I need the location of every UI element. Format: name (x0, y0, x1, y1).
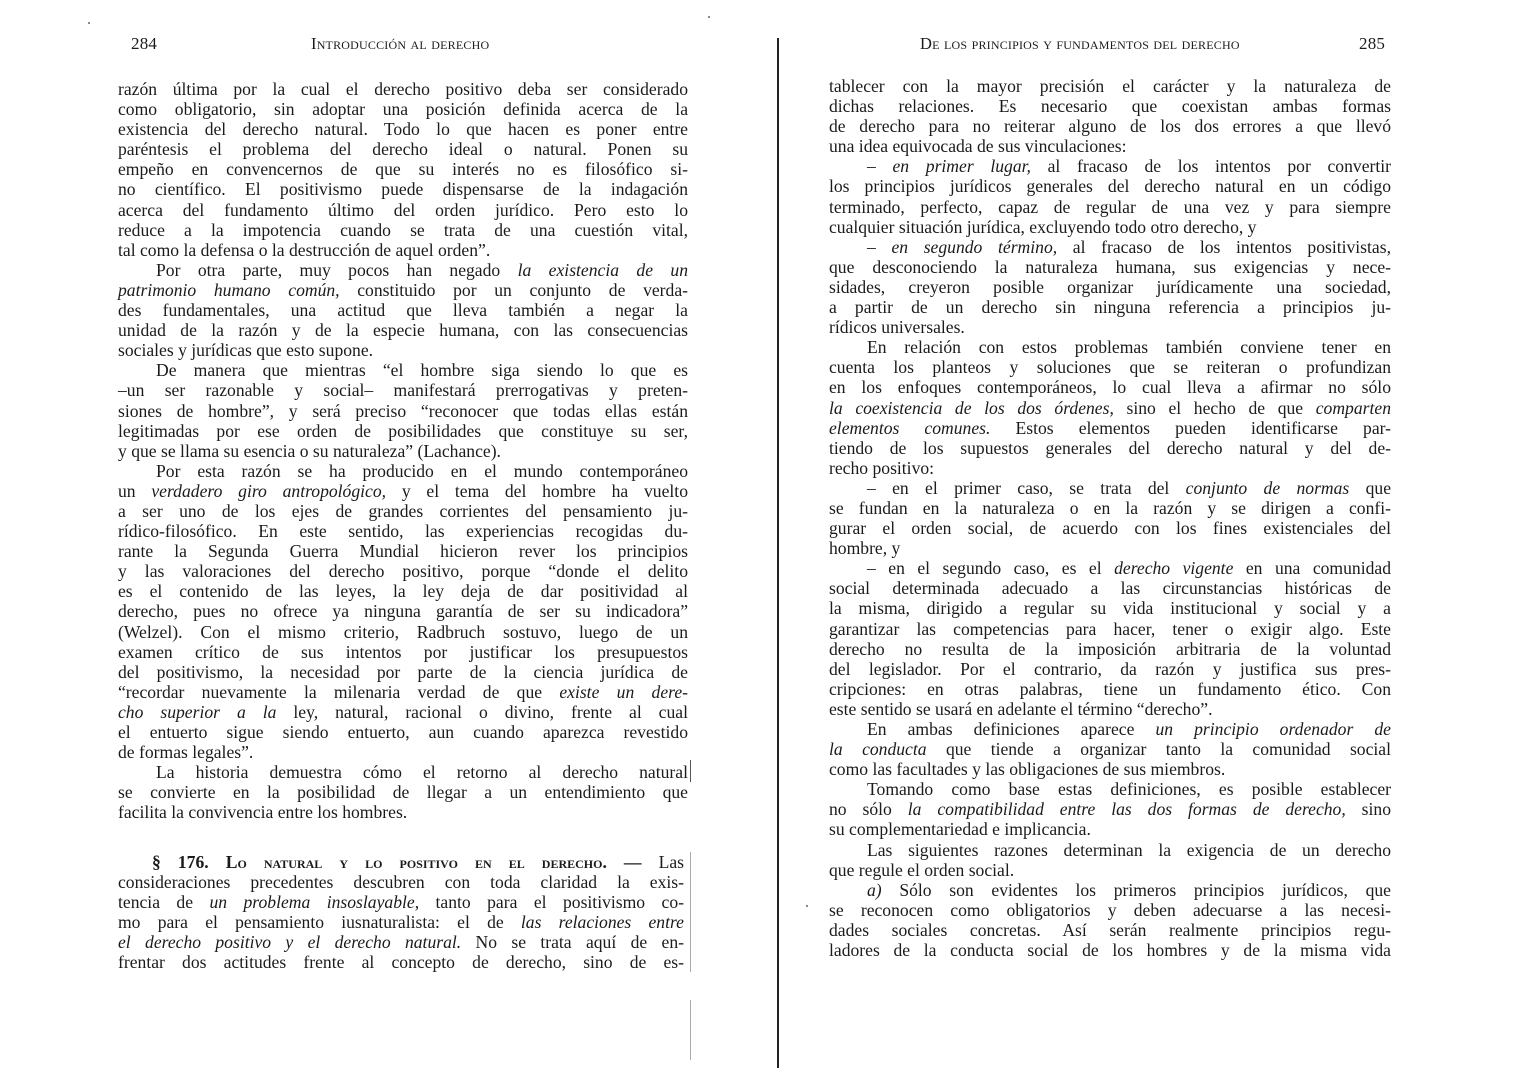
text-line: del legislador. Por el contrario, da razón y justifica sus pres- (829, 658, 1391, 679)
text-line: Por otra parte, muy pocos han negado la existencia de un (156, 259, 688, 280)
text-line: cuenta los planteos y soluciones que se reiteran o profundizan (829, 357, 1391, 378)
text-line: a ser uno de los ejes de grandes corrientes del pensamiento ju- (118, 500, 688, 521)
text-line: facilita la convivencia entre los hombres. (118, 802, 408, 823)
text-line: el derecho positivo y el derecho natural. No se trata aquí de en- (118, 932, 684, 953)
text-line: acerca del fundamento último del orden jurídico. Pero esto lo (118, 199, 688, 220)
text-line: como obligatorio, sin adoptar una posición definida acerca de la (118, 99, 688, 120)
text-line: Las siguientes razones determinan la exigencia de un derecho (867, 839, 1391, 860)
text-line: la conducta que tiende a organizar tanto la comunidad social (829, 739, 1391, 760)
text-line: cripciones: en otras palabras, tiene un fundamento ético. Con (829, 678, 1391, 699)
text-line: que desconociendo la naturaleza humana, sus exigencias y nece- (829, 256, 1391, 277)
text-line: des fundamentales, una actitud que lleva también a negar la (118, 300, 688, 321)
text-line: este sentido se usará en adelante el término “derecho”. (829, 698, 1213, 719)
text-line: consideraciones precedentes descubren con toda claridad la exis- (118, 872, 684, 893)
text-line: razón última por la cual el derecho positivo deba ser considerado (118, 79, 688, 99)
text-line: garantizar las competencias para hacer, tener o exigir algo. Este (829, 618, 1391, 639)
text-line: no científico. El positivismo puede dispensarse de la indagación (118, 179, 688, 200)
text-line: – en el primer caso, se trata del conjunto de normas que (867, 477, 1392, 498)
text-line: dades sociales concretas. Así serán realmente principios regu- (829, 919, 1391, 940)
text-line: – en segundo término, al fracaso de los intentos positivistas, (867, 236, 1391, 257)
text-line: su complementariedad e implicancia. (829, 819, 1091, 840)
scan-mark (690, 760, 691, 782)
text-line: La historia demuestra cómo el retorno al derecho natural (156, 762, 688, 783)
text-line: En ambas definiciones aparece un principio ordenador de (867, 719, 1391, 739)
text-line: la coexistencia de los dos órdenes, sino el hecho de que comparten (829, 397, 1391, 418)
text-line: el entuerto sigue siendo entuerto, aun cuando aparezca revestido (118, 722, 688, 742)
text-line: frentar dos actitudes frente al concepto de derecho, sino de es- (118, 952, 684, 973)
text-line: una idea equivocada de sus vinculaciones: (829, 136, 1127, 157)
text-line: elementos comunes. Estos elementos pueden identificarse par- (829, 417, 1392, 438)
text-line: hombre, y (829, 538, 901, 559)
text-line: recho positivo: (829, 457, 935, 478)
text-line: sidades, creyeron posible organizar jurídicamente una sociedad, (829, 276, 1391, 297)
text-line: cualquier situación jurídica, excluyendo todo otro derecho, y (829, 216, 1257, 237)
text-line: reduce a la impotencia cuando se trata de una cuestión vital, (118, 219, 688, 240)
text-line: del positivismo, la necesidad por parte de la ciencia jurídica de (118, 661, 688, 682)
text-line: tal como la defensa o la destrucción de aquel orden”. (118, 239, 491, 260)
text-line: rante la Segunda Guerra Mundial hicieron rever los principios (118, 541, 688, 562)
text-line: (Welzel). Con el mismo criterio, Radbruch sostuvo, luego de un (118, 621, 688, 642)
text-line: un verdadero giro antropológico, y el tema del hombre ha vuelto (118, 480, 688, 501)
text-line: y las valoraciones del derecho positivo, porque “donde el delito (118, 561, 688, 582)
text-line: cho superior a la ley, natural, racional o divino, frente al cual (118, 701, 688, 722)
text-line: rídico-filosófico. En este sentido, las experiencias recogidas du- (118, 521, 688, 542)
text-line: es el contenido de las leyes, la ley deja de dar positividad al (118, 581, 688, 602)
text-line: de derecho para no reiterar alguno de los dos errores a que llevó (829, 116, 1391, 137)
text-line: –un ser razonable y social– manifestará prerrogativas y preten- (118, 380, 688, 401)
scan-mark (690, 852, 691, 972)
text-line: En relación con estos problemas también conviene tener en (867, 337, 1391, 358)
text-line: “recordar nuevamente la milenaria verdad de que existe un dere- (118, 681, 688, 702)
text-line: patrimonio humano común, constituido por un conjunto de verda- (118, 279, 688, 300)
text-line: mo para el pensamiento iusnaturalista: el de las relaciones entre (118, 912, 684, 933)
page-number: 284 (131, 34, 158, 53)
text-line: a partir de un derecho sin ninguna referencia a principios ju- (829, 297, 1391, 318)
text-line: siones de hombre”, y será preciso “reconocer que todas ellas están (118, 400, 688, 421)
section-title: Lo natural y lo positivo en el derecho. — (225, 852, 642, 872)
text-line: De manera que mientras “el hombre siga siendo lo que es (156, 360, 688, 381)
text-line: los principios jurídicos generales del derecho natural en un código (829, 176, 1391, 197)
text-line: se reconocen como obligatorios y deben adecuarse a las necesi- (829, 899, 1391, 920)
text-line: no sólo la compatibilidad entre las dos formas de derecho, sino (829, 799, 1391, 820)
text-line: terminado, perfecto, capaz de regular de una vez y para siempre (829, 196, 1391, 217)
running-head: De los principios y fundamentos del derecho (920, 34, 1240, 53)
text-line: como las facultades y las obligaciones de sus miembros. (829, 759, 1226, 780)
text-line: que regule el orden social. (829, 859, 1015, 880)
text-line: empeño en convencernos de que su interés no es filosófico si- (118, 159, 688, 180)
text-line: tiendo de los supuestos generales del derecho natural y del de- (829, 437, 1391, 458)
text-line: tencia de un problema insoslayable, tanto para el positivismo co- (118, 892, 684, 913)
text-line: gurar el orden social, de acuerdo con los fines existenciales del (829, 518, 1391, 539)
right-page (780, 0, 1526, 1080)
text-line: y que se llama su esencia o su naturaleza” (Lachance). (118, 440, 501, 461)
text-line: social determinada adecuado a las circunstancias históricas de (829, 578, 1391, 599)
scan-speck (88, 22, 90, 24)
section-heading-line: § 176. Lo natural y lo positivo en el derecho. — Las (152, 852, 684, 872)
scan-mark (690, 1000, 691, 1060)
text-line: existencia del derecho natural. Todo lo que hacen es poner entre (118, 119, 688, 140)
text-line: a) Sólo son evidentes los primeros principios jurídicos, que (867, 879, 1391, 900)
body-text (829, 76, 1391, 960)
left-page (0, 0, 760, 1080)
text-line: de formas legales”. (118, 742, 254, 763)
text-line: Por esta razón se ha producido en el mundo contemporáneo (156, 460, 688, 481)
running-head: Introducción al derecho (311, 34, 490, 53)
text-line: paréntesis el problema del derecho ideal o natural. Ponen su (118, 139, 688, 160)
text-line: – en el segundo caso, es el derecho vigente en una comunidad (867, 558, 1392, 579)
text-line: dichas relaciones. Es necesario que coexistan ambas formas (829, 96, 1391, 117)
text-line: la misma, dirigido a regular su vida institucional y social y a (829, 598, 1391, 619)
text-line: examen crítico de sus intentos por justificar los presupuestos (118, 641, 688, 662)
book-gutter (777, 38, 779, 1068)
text-line: derecho no resulta de la imposición arbitraria de la voluntad (829, 638, 1391, 659)
text-line: unidad de la razón y de la especie humana, con las consecuencias (118, 320, 688, 341)
text-line: derecho, pues no ofrece ya ninguna garantía de ser su indicadora” (118, 601, 688, 622)
scan-speck (708, 16, 710, 18)
section-number: § 176. (152, 852, 209, 872)
text-line: rídicos universales. (829, 317, 965, 338)
text-line: se convierte en la posibilidad de llegar a un entendimiento que (118, 782, 688, 803)
text-line: se fundan en la naturaleza o en la razón y se dirigen a confi- (829, 497, 1391, 518)
page-number: 285 (1359, 34, 1386, 53)
text-line: sociales y jurídicas que esto supone. (118, 340, 374, 361)
text-line: – en primer lugar, al fracaso de los intentos por convertir (867, 156, 1392, 177)
text-line: ladores de la conducta social de los hombres y de la misma vida (829, 940, 1391, 961)
section-176 (118, 852, 684, 973)
text-line: tablecer con la mayor precisión el carácter y la naturaleza de (829, 76, 1391, 96)
text-line: Tomando como base estas definiciones, es posible establecer (867, 779, 1391, 800)
body-text (118, 79, 688, 822)
text-line: en los enfoques contemporáneos, lo cual lleva a afirmar no sólo (829, 377, 1391, 398)
text-line: legitimadas por ese orden de posibilidades que constituye su ser, (118, 420, 688, 441)
